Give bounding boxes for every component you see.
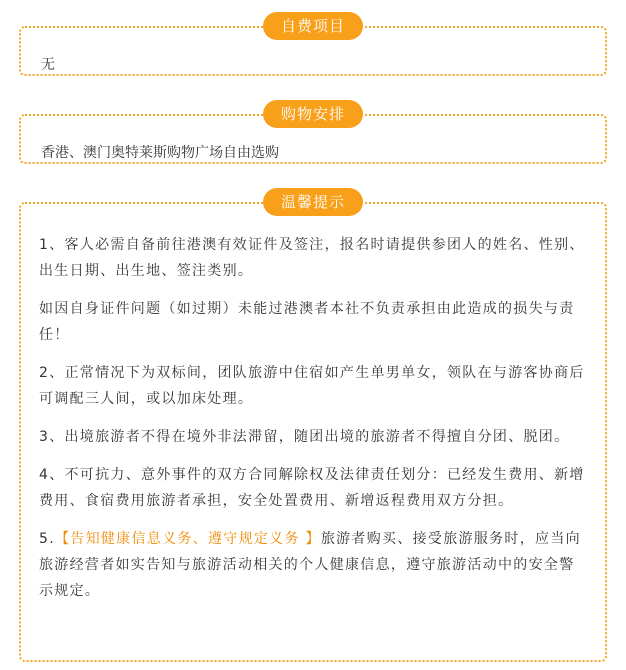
tips-section [19, 193, 607, 662]
self-pay-content: 无 [41, 57, 55, 73]
tip-item-2: 2、正常情况下为双标间，团队旅游中住宿如产生单男单女，领队在与游客协商后可调配三人间，或以加床处理。 [39, 365, 585, 407]
tips-title: 温馨提示 [263, 188, 363, 216]
tip-item-5-highlight: 【告知健康信息义务、遵守规定义务 】 [54, 531, 321, 547]
tips-list [39, 232, 587, 616]
tip-item-5-prefix: 5. [39, 531, 55, 547]
tip-item-1-note: 如因自身证件问题（如过期）未能过港澳者本社不负责承担由此造成的损失与责任！ [39, 301, 575, 343]
shopping-section [19, 105, 607, 164]
tip-item-5-text: 旅游者购买、接受旅游服务时，应当向旅游经营者如实告知与旅游活动相关的个人健康信息，遵守旅游活动中的安全警示规定。 [39, 531, 581, 599]
tip-item-3: 3、出境旅游者不得在境外非法滞留，随团出境的旅游者不得擅自分团、脱团。 [39, 429, 570, 445]
shopping-title: 购物安排 [263, 100, 363, 128]
self-pay-title: 自费项目 [263, 12, 363, 40]
shopping-content: 香港、澳门奥特莱斯购物广场自由选购 [41, 145, 279, 161]
tip-item-4: 4、不可抗力、意外事件的双方合同解除权及法律责任划分：已经发生费用、新增费用、食宿费用旅游者承担，安全处置费用、新增返程费用双方分担。 [39, 467, 585, 509]
tip-item-1: 1、客人必需自备前往港澳有效证件及签注，报名时请提供参团人的姓名、性别、出生日期、出生地、签注类别。 [39, 237, 585, 279]
self-pay-section [19, 17, 607, 76]
tip-item-5 [39, 526, 587, 604]
